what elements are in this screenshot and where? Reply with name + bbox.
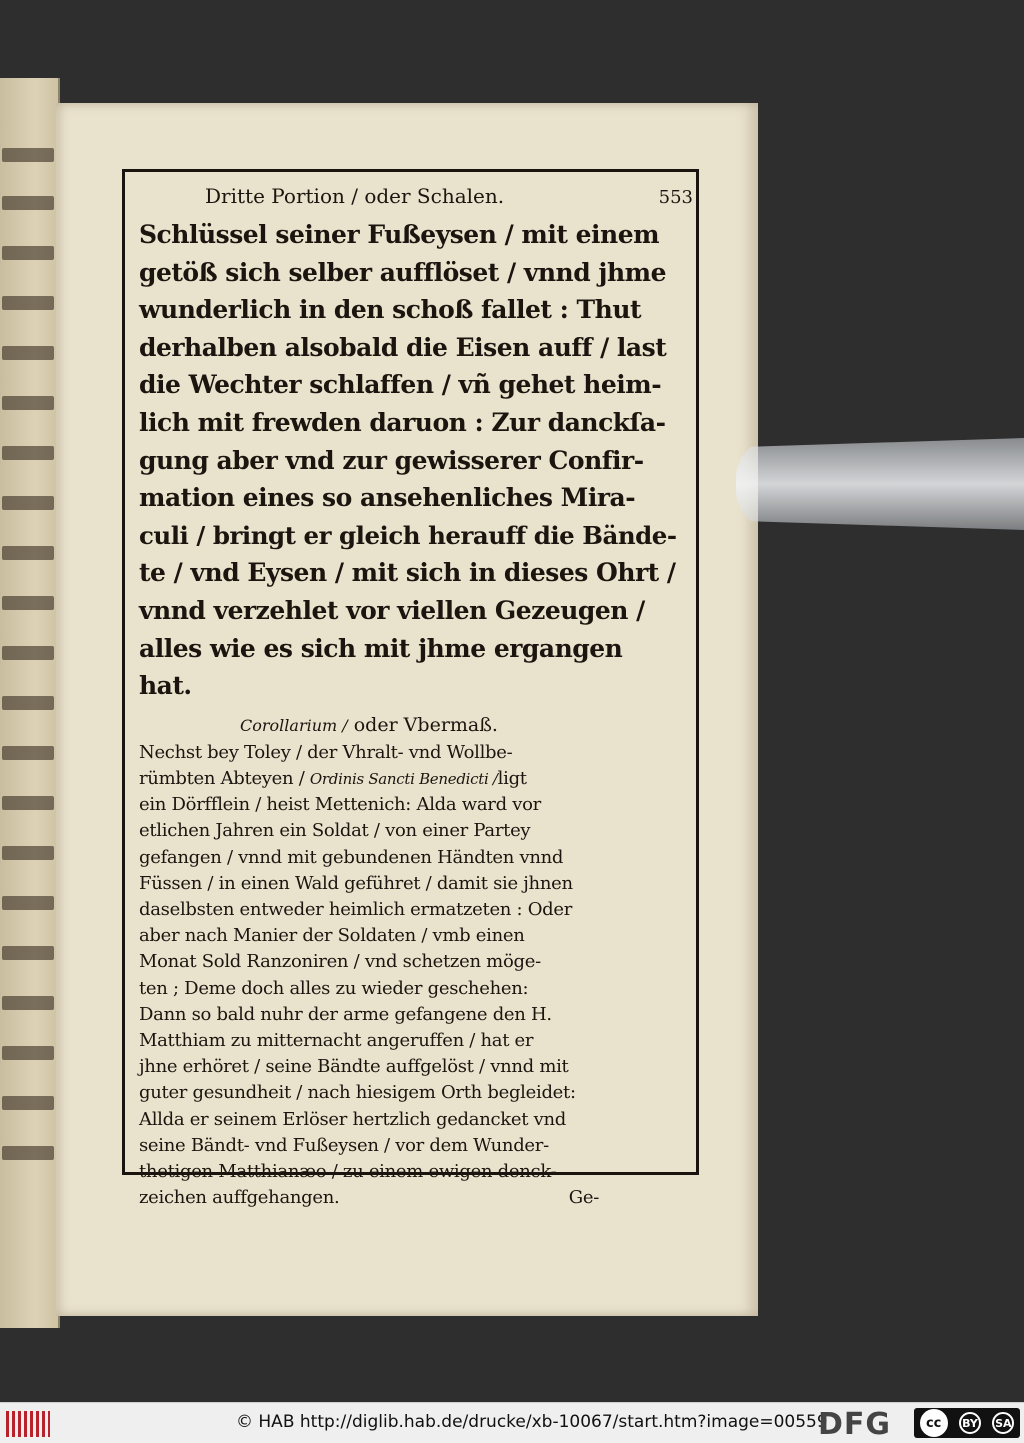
text-body — [139, 216, 677, 1211]
latin-phrase: Ordinis Sancti Benedicti / — [309, 769, 498, 788]
copyright-link[interactable]: © HAB http://diglib.hab.de/drucke/xb-10067/start.htm?image=00559 — [236, 1412, 828, 1432]
catchword: Ge- — [568, 1187, 599, 1209]
text-line: mation eines so ansehenliches Mira- — [139, 483, 636, 513]
text-line: hat. — [139, 671, 192, 701]
text-line: Monat Sold Ranzoniren / vnd schetzen möge- — [139, 951, 541, 973]
text-line-start: zeichen auffgehangen. — [139, 1187, 340, 1209]
dfg-logo: DFG — [818, 1407, 892, 1442]
text-line: ein Dörfflein / heist Mettenich: Alda ward vor — [139, 794, 541, 816]
previous-page-edge — [0, 78, 60, 1328]
text-line: ten ; Deme doch alles zu wieder geschehen: — [139, 977, 529, 999]
text-line: alles wie es sich mit jhme ergangen — [139, 633, 623, 663]
section-heading-latin: Corollarium / — [240, 715, 348, 735]
sa-icon: SA — [992, 1412, 1014, 1434]
text-line: thetigen Matthianæo / zu einem ewigen denck- — [139, 1160, 557, 1182]
prev-page-text-fragment — [2, 1146, 54, 1160]
text-line: Allda er seinem Erlöser hertzlich gedancket vnd — [139, 1108, 566, 1130]
book-page — [56, 103, 758, 1316]
prev-page-text-fragment — [2, 946, 54, 960]
text-line: Füssen / in einen Wald geführet / damit sie jhnen — [139, 872, 573, 894]
prev-page-text-fragment — [2, 396, 54, 410]
text-line: lich mit frewden daruon : Zur danckſa- — [139, 407, 666, 437]
prev-page-text-fragment — [2, 996, 54, 1010]
prev-page-text-fragment — [2, 546, 54, 560]
running-head — [205, 184, 693, 218]
prev-page-text-fragment — [2, 446, 54, 460]
prev-page-text-fragment — [2, 196, 54, 210]
text-line: gung aber vnd zur gewisserer Confir- — [139, 445, 644, 475]
text-line: guter gesundheit / nach hiesigem Orth begleidet: — [139, 1082, 576, 1104]
cc-license-badge[interactable] — [914, 1408, 1020, 1438]
prev-page-text-fragment — [2, 246, 54, 260]
section-heading — [139, 711, 599, 740]
footer-bar — [0, 1402, 1024, 1443]
text-line: daselbsten entweder heimlich ermatzeten : Oder — [139, 898, 573, 920]
cc-icon: cc — [920, 1409, 948, 1437]
prev-page-text-fragment — [2, 148, 54, 162]
prev-page-text-fragment — [2, 796, 54, 810]
main-paragraph — [139, 216, 677, 705]
text-line — [139, 1185, 599, 1211]
prev-page-text-fragment — [2, 596, 54, 610]
text-line-start: rümbten Abteyen / — [139, 767, 305, 789]
prev-page-text-fragment — [2, 296, 54, 310]
text-line-end: ligt — [497, 767, 527, 789]
section-heading-german: oder Vbermaß. — [353, 713, 498, 736]
text-line — [139, 766, 599, 792]
prev-page-text-fragment — [2, 1046, 54, 1060]
running-head-title: Dritte Portion / oder Schalen. — [205, 184, 505, 208]
text-line: Nechst bey Toley / der Vhralt- vnd Wollbe- — [139, 741, 513, 763]
text-line: jhne erhöret / seine Bändte auffgelöst / vnnd mit — [139, 1056, 569, 1078]
prev-page-text-fragment — [2, 896, 54, 910]
text-line: derhalben alsobald die Eisen auff / last — [139, 332, 667, 362]
by-icon: BY — [959, 1412, 981, 1434]
prev-page-text-fragment — [2, 496, 54, 510]
text-line: aber nach Manier der Soldaten / vmb einen — [139, 925, 525, 947]
text-line: Schlüssel seiner Fußeysen / mit einem — [139, 220, 660, 249]
prev-page-text-fragment — [2, 846, 54, 860]
text-line: seine Bändt- vnd Fußeysen / vor dem Wunder- — [139, 1134, 549, 1156]
text-line: culi / bringt er gleich herauff die Bände- — [139, 520, 677, 550]
bookmark-strip — [736, 438, 1024, 530]
text-line: getöß sich selber aufflöset / vnnd jhme — [139, 257, 666, 287]
prev-page-text-fragment — [2, 746, 54, 760]
text-line: gefangen / vnnd mit gebundenen Händten vnnd — [139, 846, 564, 868]
text-frame — [122, 169, 699, 1209]
prev-page-text-fragment — [2, 346, 54, 360]
prev-page-text-fragment — [2, 696, 54, 710]
text-line: wunderlich in den schoß fallet : Thut — [139, 295, 642, 325]
prev-page-text-fragment — [2, 646, 54, 660]
second-paragraph — [139, 740, 599, 1212]
text-line: etlichen Jahren ein Soldat / von einer Partey — [139, 820, 531, 842]
prev-page-text-fragment — [2, 1096, 54, 1110]
barcode-icon — [6, 1411, 50, 1437]
text-line: Dann so bald nuhr der arme gefangene den H. — [139, 1003, 552, 1025]
text-line: Matthiam zu mitternacht angeruffen / hat er — [139, 1029, 534, 1051]
text-line: vnnd verzehlet vor viellen Gezeugen / — [139, 595, 645, 625]
text-line: die Wechter schlaffen / vñ gehet heim- — [139, 370, 662, 400]
text-line: te / vnd Eysen / mit sich in dieses Ohrt / — [139, 558, 676, 588]
page-number: 553 — [658, 187, 693, 208]
